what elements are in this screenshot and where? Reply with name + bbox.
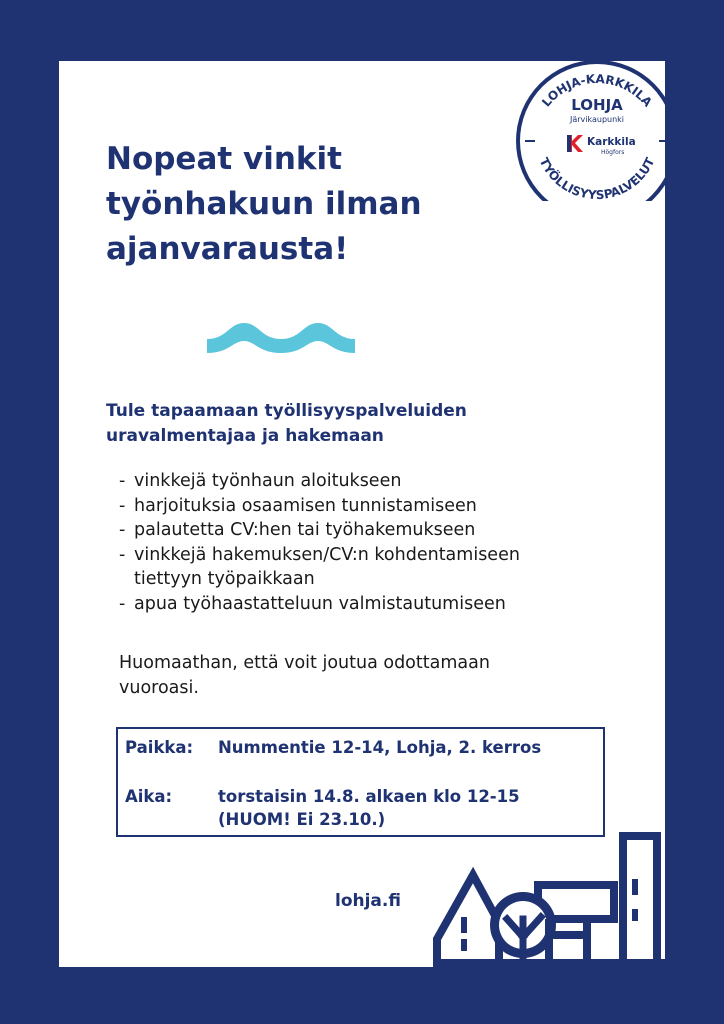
lohja-logo-text: LOHJA bbox=[571, 96, 623, 114]
website-link[interactable]: lohja.fi bbox=[335, 891, 401, 911]
town-skyline-illustration bbox=[433, 831, 665, 967]
badge-arc-top: LOHJA-KARKKILA bbox=[539, 71, 655, 110]
note-line: vuoroasi. bbox=[119, 677, 199, 698]
time-label: Aika: bbox=[125, 787, 173, 806]
place-value: Nummentie 12-14, Lohja, 2. kerros bbox=[218, 738, 542, 757]
info-box bbox=[116, 727, 605, 837]
house-left-icon bbox=[437, 875, 499, 967]
list-item-text: harjoituksia osaamisen tunnistamiseen bbox=[134, 495, 477, 516]
poster-sheet bbox=[59, 61, 665, 967]
list-item-continuation: tiettyyn työpaikkaan bbox=[134, 569, 315, 589]
time-value bbox=[218, 785, 598, 831]
list-item bbox=[119, 592, 619, 617]
lead-text bbox=[106, 399, 546, 449]
poster-title bbox=[106, 137, 466, 272]
list-item-text: vinkkejä hakemuksen/CV:n kohdentamiseen bbox=[134, 544, 520, 565]
time-line: torstaisin 14.8. alkaen klo 12-15 bbox=[218, 787, 520, 806]
karkkila-logo-subtitle: Högfors bbox=[601, 149, 625, 156]
list-item-text: palautetta CV:hen tai työhakemukseen bbox=[134, 520, 476, 540]
lead-line: uravalmentajaa ja hakemaan bbox=[106, 426, 384, 446]
lohja-logo-subtitle: Järvikaupunki bbox=[569, 115, 625, 124]
lohja-karkkila-badge bbox=[509, 61, 665, 201]
karkkila-logo-text: Karkkila bbox=[587, 136, 636, 148]
place-label: Paikka: bbox=[125, 738, 194, 757]
waiting-note bbox=[119, 651, 579, 700]
time-line: (HUOM! Ei 23.10.) bbox=[218, 810, 386, 829]
list-item bbox=[119, 543, 619, 592]
list-item bbox=[119, 518, 619, 543]
list-item bbox=[119, 494, 619, 519]
title-line: ajanvarausta! bbox=[106, 231, 349, 267]
title-line: Nopeat vinkit bbox=[106, 141, 342, 177]
note-line: Huomaathan, että voit joutua odottamaan bbox=[119, 653, 490, 673]
tips-list bbox=[119, 469, 619, 616]
wave-decoration bbox=[207, 319, 355, 355]
lead-line: Tule tapaamaan työllisyyspalveluiden bbox=[106, 401, 467, 421]
list-item-text: vinkkejä työnhaun aloitukseen bbox=[134, 471, 402, 491]
tower-icon bbox=[623, 836, 657, 967]
list-item-text: apua työhaastatteluun valmistautumiseen bbox=[134, 593, 506, 614]
list-item bbox=[119, 469, 619, 494]
badge-arc-bottom: TYÖLLISYYSPALVELUT bbox=[536, 155, 658, 201]
title-line: työnhakuun ilman bbox=[106, 186, 422, 222]
